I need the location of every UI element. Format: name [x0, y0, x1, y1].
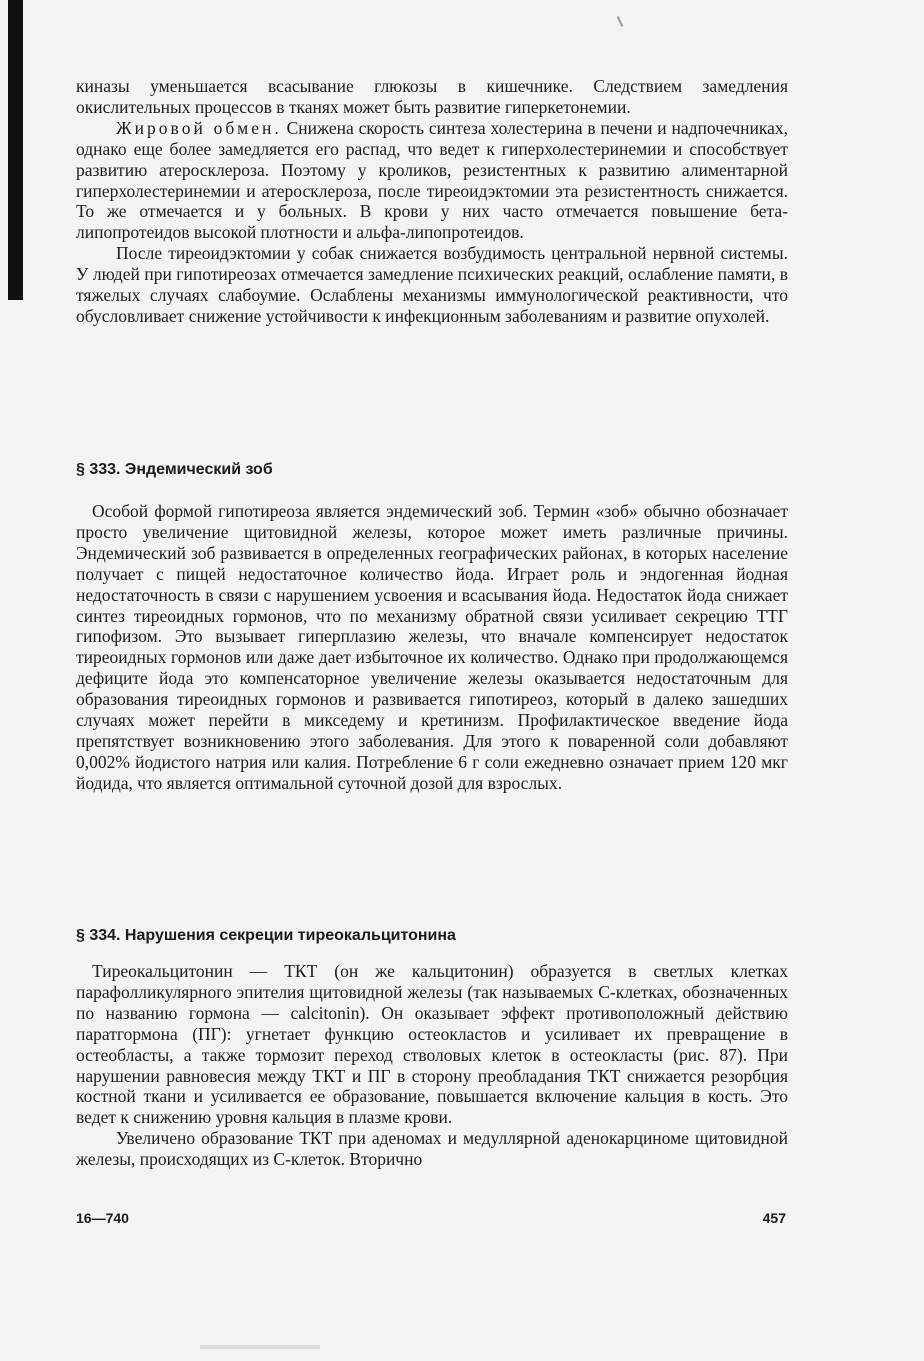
section-333-heading-wrap	[76, 431, 788, 501]
scan-bottom-smudge	[200, 1345, 320, 1349]
fat-metabolism-paragraph	[76, 118, 788, 243]
section-334-body	[76, 961, 788, 1170]
page-number: 457	[762, 1210, 786, 1226]
section-334-heading: § 334. Нарушения секреции тиреокальцитонина	[76, 927, 456, 944]
section-333-paragraph: Особой формой гипотиреоза является эндемический зоб. Термин «зоб» обычно обозначает просто увеличение щитовидной железы, которое может иметь различные причины. Эндемический зоб развивается в определенных географических районах, в которых население получает с пищей недостаточное количество йода. Играет роль и эндогенная йодная недостаточность в связи с нарушением усвоения и всасывания йода. Недостаток йода снижает синтез тиреоидных гормонов, что по механизму обратной связи усиливает секрецию ТТГ гипофизом. Это вызывает гиперплазию железы, что вначале компенсирует недостаток тиреоидных гормонов или даже дает избыточное их количество. Однако при продолжающемся дефиците йода это компенсаторное увеличение железы оказывается недостаточным для образования тиреоидных гормонов и развивается гипотиреоз, который в далеко зашедших случаях может перейти в микседему и кретинизм. Профилактическое введение йода препятствует возникновению этого заболевания. Для этого к поваренной соли добавляют 0,002% йодистого натрия или калия. Потребление 6 г соли ежедневно означает прием 120 мкг йодида, что является оптимальной суточной дозой для взрослых.	[76, 501, 788, 793]
section-334-paragraph-2: Увеличено образование ТКТ при аденомах и медуллярной аденокарциноме щитовидной железы, происходящих из С-клеток. Вторично	[76, 1128, 788, 1170]
section-333-body	[76, 501, 788, 899]
section-334-paragraph-1: Тиреокальцитонин — ТКТ (он же кальцитонин) образуется в светлых клетках парафолликулярного эпителия щитовидной железы (так называемых С-клетках, обозначенных по названию гормона — calcitonin). Он оказывает эффект противоположный действию паратгормона (ПГ): угнетает функцию остеокластов и усиливает их превращение в остеобласты, а также тормозит переход стволовых клеток в остеокласты (рис. 87). При нарушении равновесия между ТКТ и ПГ в сторону преобладания ТКТ снижается резорбция костной ткани и усиливается ее образование, повышается включение кальция в кость. Это ведет к снижению уровня кальция в плазме крови.	[76, 961, 788, 1128]
page-body	[76, 76, 788, 1170]
scan-speck	[617, 16, 623, 27]
page-footer	[76, 1210, 786, 1232]
fat-metabolism-text: Снижена скорость синтеза холестерина в печени и надпочечниках, однако еще более замедляется его распад, что ведет к гиперхолестеринемии и способствует развитию атеросклероза. Поэтому у кроликов, резистентных к развитию алиментарной гиперхолестеринемии и атеросклероза, после тиреоидэктомии эта резистентность снижается. То же отмечается и у больных. В крови у них часто отмечается повышение бета-липопротеидов высокой плотности и альфа-липопротеидов.	[76, 117, 788, 243]
nervous-system-paragraph: После тиреоидэктомии у собак снижается возбудимость центральной нервной системы. У людей при гипотиреозах отмечается замедление психических реакций, ослабление памяти, в тяжелых случаях слабоумие. Ослаблены механизмы иммунологической реактивности, что обусловливает снижение устойчивости к инфекционным заболеваниям и развитие опухолей.	[76, 243, 788, 326]
scan-edge-shadow	[8, 0, 23, 300]
section-334-heading-wrap	[76, 899, 788, 961]
text-block-1	[76, 76, 788, 431]
signature-mark: 16—740	[76, 1210, 129, 1226]
section-333-heading: § 333. Эндемический зоб	[76, 461, 273, 478]
continuation-paragraph: киназы уменьшается всасывание глюкозы в кишечнике. Следствием замедления окислительных процессов в тканях может быть развитие гиперкетонемии.	[76, 76, 788, 117]
fat-metabolism-term: Жировой обмен.	[116, 117, 282, 138]
